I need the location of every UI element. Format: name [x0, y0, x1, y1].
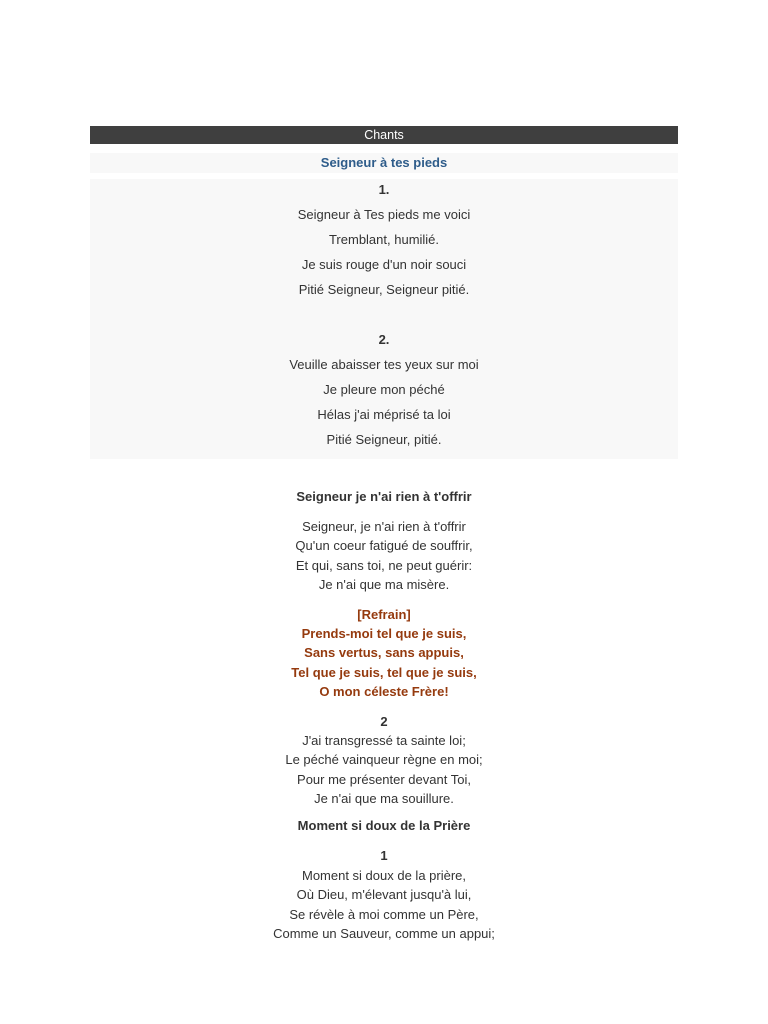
refrain-line: Tel que je suis, tel que je suis,: [291, 664, 477, 680]
verse-line: Et qui, sans toi, ne peut guérir:: [295, 557, 473, 573]
section-header: Chants: [90, 126, 678, 144]
song-title-moment-si-doux: Moment si doux de la Prière: [297, 818, 471, 834]
verse-number: 1.: [378, 182, 390, 197]
verse-line: Je n'ai que ma misère.: [318, 577, 450, 593]
verse-line: Pitié Seigneur, pitié.: [326, 432, 442, 447]
song3: [90, 816, 678, 943]
verse-line: Où Dieu, m'élevant jusqu'à lui,: [296, 887, 472, 903]
verse-line: J'ai transgressé ta sainte loi;: [302, 732, 466, 748]
song-title-seigneur-je-nai-rien: Seigneur je n'ai rien à t'offrir: [296, 489, 472, 504]
song1-panel: [90, 179, 678, 459]
verse-line: Se révèle à moi comme un Père,: [289, 906, 479, 922]
verse-line: Je pleure mon péché: [323, 382, 445, 397]
verse-line: Je suis rouge d'un noir souci: [301, 257, 467, 272]
verse-line: Veuille abaisser tes yeux sur moi: [289, 357, 479, 372]
verse-line: Qu'un coeur fatigué de souffrir,: [295, 538, 473, 554]
verse-line: Tremblant, humilié.: [328, 232, 440, 247]
verse-line: Pitié Seigneur, Seigneur pitié.: [298, 282, 470, 297]
verse-line: Seigneur, je n'ai rien à t'offrir: [302, 519, 466, 534]
verse-number: 2.: [378, 332, 390, 347]
verse-line: Hélas j'ai méprisé ta loi: [317, 407, 451, 422]
song2: [90, 487, 678, 808]
document-page: [90, 126, 678, 943]
song-title-seigneur-a-tes-pieds: Seigneur à tes pieds: [90, 153, 678, 173]
verse-number: 2: [380, 713, 388, 729]
verse-line: Comme un Sauveur, comme un appui;: [273, 926, 495, 942]
refrain-line: Sans vertus, sans appuis,: [304, 645, 464, 661]
verse-line: Seigneur à Tes pieds me voici: [297, 207, 471, 222]
verse-line: Moment si doux de la prière,: [301, 867, 467, 883]
verse-gap: [90, 305, 678, 330]
verse-line: Pour me présenter devant Toi,: [297, 771, 471, 787]
verse-number: 1: [380, 848, 388, 864]
refrain-line: Prends-moi tel que je suis,: [301, 625, 467, 641]
verse-line: Je n'ai que ma souillure.: [314, 791, 454, 807]
refrain-line: O mon céleste Frère!: [319, 684, 449, 700]
verse-line: Le péché vainqueur règne en moi;: [285, 752, 483, 768]
refrain-label: [Refrain]: [357, 606, 411, 622]
